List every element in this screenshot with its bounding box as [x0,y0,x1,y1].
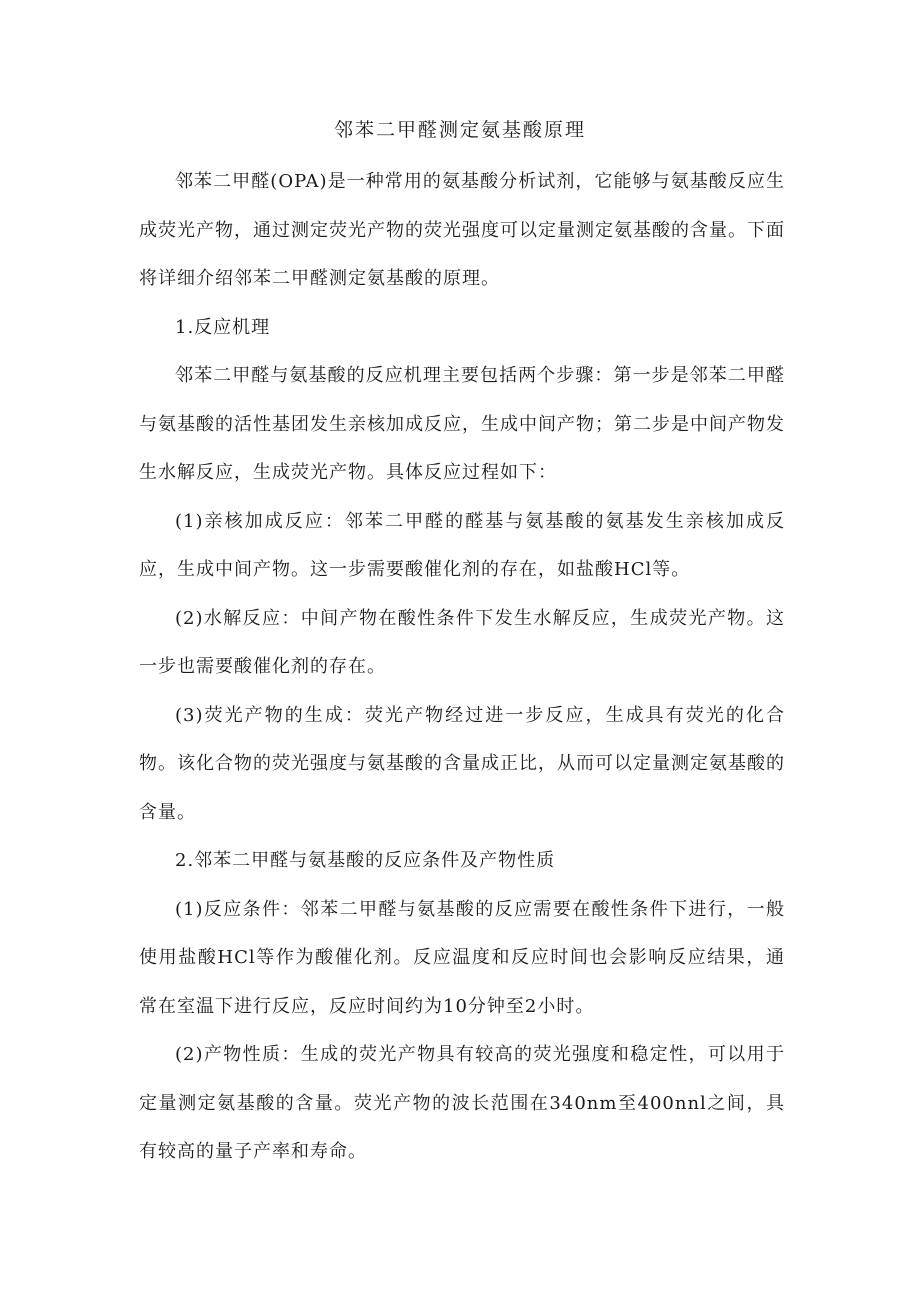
section-heading-reaction-mechanism: 1.反应机理 [175,316,271,338]
paragraph-reaction-conditions: (1)反应条件：邻苯二甲醛与氨基酸的反应需要在酸性条件下进行，一般使用盐酸HCl等作为酸催化剂。反应温度和反应时间也会影响反应结果，通常在室温下进行反应，反应时间约为10分钟至2小时。 [139,898,785,1017]
document-body [139,158,785,1177]
paragraph-intro: 邻苯二甲醛(OPA)是一种常用的氨基酸分析试剂，它能够与氨基酸反应生成荧光产物，通过测定荧光产物的荧光强度可以定量测定氨基酸的含量。下面将详细介绍邻苯二甲醛测定氨基酸的原理。 [139,171,785,289]
paragraph-hydrolysis: (2)水解反应：中间产物在酸性条件下发生水解反应，生成荧光产物。这一步也需要酸催化剂的存在。 [139,607,785,677]
paragraph-mechanism-overview: 邻苯二甲醛与氨基酸的反应机理主要包括两个步骤：第一步是邻苯二甲醛与氨基酸的活性基团发生亲核加成反应，生成中间产物；第二步是中间产物发生水解反应，生成荧光产物。具体反应过程如下： [139,365,785,483]
paragraph-nucleophilic-addition: (1)亲核加成反应：邻苯二甲醛的醛基与氨基酸的氨基发生亲核加成反应，生成中间产物。这一步需要酸催化剂的存在，如盐酸HCl等。 [139,510,785,580]
document-title: 邻苯二甲醛测定氨基酸原理 [333,119,586,141]
section-heading-conditions-properties: 2.邻苯二甲醛与氨基酸的反应条件及产物性质 [175,850,556,871]
paragraph-fluorescent-product: (3)荧光产物的生成：荧光产物经过进一步反应，生成具有荧光的化合物。该化合物的荧光强度与氨基酸的含量成正比，从而可以定量测定氨基酸的含量。 [139,704,785,823]
paragraph-product-properties: (2)产物性质：生成的荧光产物具有较高的荧光强度和稳定性，可以用于定量测定氨基酸的含量。荧光产物的波长范围在340nm至400nnl之间，具有较高的量子产率和寿命。 [139,1044,785,1162]
